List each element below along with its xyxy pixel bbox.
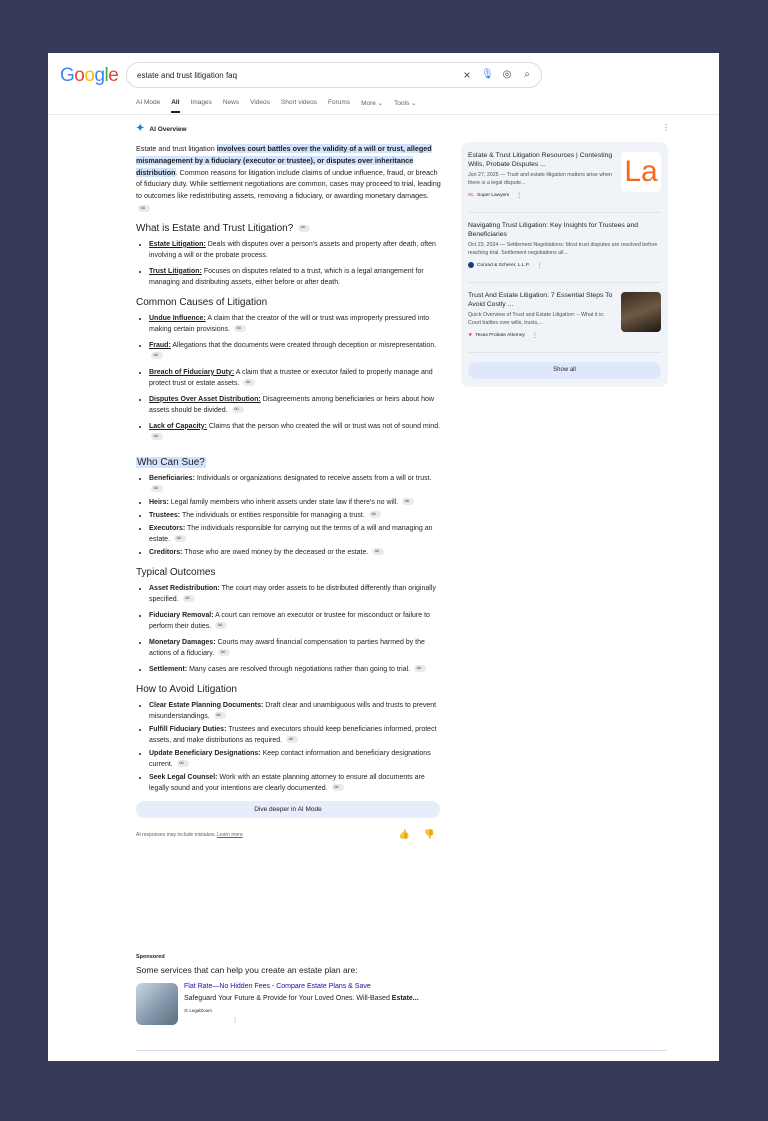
link-icon[interactable]	[243, 379, 255, 386]
ai-overview-header	[136, 123, 441, 135]
list-item: • Trust Litigation: Focuses on disputes related to a trust, which is a legal arrangement for managing and distributing assets, either before or after death.	[149, 266, 441, 288]
list-item: • Asset Redistribution: The court may order assets to be distributed differently than originally specified. ∞	[149, 583, 441, 605]
conrad-scherer-icon	[468, 262, 474, 268]
source-thumbnail[interactable]	[621, 292, 661, 332]
link-icon[interactable]	[151, 485, 163, 492]
ai-overview-label: AI Overview	[149, 125, 187, 133]
list-item: • Estate Litigation: Deals with disputes over a person's assets and property after death, often involving a will or the probate process.	[149, 239, 441, 261]
divider	[468, 212, 661, 213]
list-item: • Clear Estate Planning Documents: Draft clear and unambiguous wills and trusts to prevent misunderstandings. ∞	[149, 700, 441, 722]
ai-overview	[136, 123, 441, 842]
link-icon[interactable]	[174, 535, 186, 542]
source-snippet: Jun 27, 2025 — Trust and estate litigation matters arise when there is a legal dispute...	[468, 172, 612, 187]
link-icon[interactable]	[183, 595, 195, 602]
link-icon[interactable]	[151, 352, 163, 359]
link-icon[interactable]	[151, 433, 163, 440]
thumbs-down-icon[interactable]: 👎	[423, 828, 435, 839]
source-snippet: Oct 23, 2024 — Settlement Negotiations: Most trust disputes are resolved before reaching trial. Settlement negotiations all...	[468, 242, 658, 257]
list-item: • Fiduciary Removal: A court can remove an executor or trustee for misconduct or failure to perform their duties. ∞	[149, 610, 441, 632]
bottom-divider	[136, 1050, 667, 1051]
sparkle-icon: ✦	[136, 123, 145, 134]
link-icon[interactable]	[372, 548, 384, 555]
link-icon[interactable]	[332, 784, 344, 791]
source-site: Conrad & Scherer, L.L.P. ⋮	[468, 262, 661, 269]
list-item: • Creditors: Those who are owed money by the deceased or the estate. ∞	[149, 547, 441, 558]
ad-thumbnail[interactable]	[136, 983, 178, 1025]
close-icon[interactable]: ×	[463, 68, 471, 82]
section-title: Common Causes of Litigation	[136, 296, 268, 308]
avoid-list	[136, 700, 441, 794]
more-options-icon[interactable]: ⋮	[516, 192, 523, 199]
link-icon[interactable]	[414, 665, 426, 672]
list-item: • Breach of Fiduciary Duty: A claim that a trustee or executor failed to properly manage and protect trust or estate assets. ∞	[149, 367, 441, 389]
mic-icon[interactable]: 🎙	[481, 69, 494, 80]
tab-ai-mode[interactable]: AI Mode	[136, 99, 161, 106]
source-site: SL Super Lawyers ⋮	[468, 192, 523, 199]
sponsored-label: Sponsored	[136, 954, 165, 960]
list-item: • Undue Influence: A claim that the creator of the will or trust was improperly pressured into making certain provisions. ∞	[149, 313, 441, 335]
link-icon[interactable]	[402, 498, 414, 505]
link-icon[interactable]	[215, 622, 227, 629]
list-item: • Beneficiaries: Individuals or organizations designated to receive assets from a will or trust. ∞	[149, 473, 441, 495]
sources-panel	[461, 142, 668, 387]
tab-images[interactable]: Images	[190, 99, 212, 106]
more-options-icon[interactable]: ⋮	[536, 262, 543, 269]
section-title: Typical Outcomes	[136, 566, 216, 578]
list-item: • Lack of Capacity: Claims that the person who created the will or trust was not of sound mind. ∞	[149, 421, 441, 443]
search-box[interactable]	[126, 62, 542, 88]
link-icon[interactable]	[177, 760, 189, 767]
tab-more[interactable]: More ⌄	[361, 100, 384, 107]
lens-icon[interactable]: ◎	[502, 69, 512, 80]
source-thumbnail[interactable]: La	[621, 152, 661, 192]
dive-deeper-button[interactable]: Dive deeper in AI Mode	[136, 801, 440, 818]
divider	[468, 352, 661, 353]
google-logo[interactable]: Google	[60, 65, 119, 86]
link-icon[interactable]	[234, 325, 246, 332]
list-item: • Heirs: Legal family members who inherit assets under state law if there's no will. ∞	[149, 497, 441, 508]
list-item: • Fulfill Fiduciary Duties: Trustees and executors should keep beneficiaries informed, protect assets, and make distributions as required. ∞	[149, 724, 441, 746]
source-card[interactable]	[468, 152, 661, 199]
list-item: • Settlement: Many cases are resolved through negotiations rather than going to trial. ∞	[149, 664, 441, 675]
ad-title-link[interactable]: Flat Rate—No Hidden Fees - Compare Estate Plans & Save	[184, 983, 371, 990]
results-page	[48, 53, 719, 1061]
link-icon[interactable]	[218, 649, 230, 656]
source-card[interactable]	[468, 222, 661, 269]
causes-list	[136, 313, 441, 443]
section-title: What is Estate and Trust Litigation? ∞	[136, 223, 441, 234]
source-card[interactable]	[468, 292, 661, 339]
source-site: ★ Texas Probate Attorney ⋮	[468, 332, 538, 339]
tab-all[interactable]: All	[171, 99, 180, 106]
section-title: How to Avoid Litigation	[136, 683, 237, 695]
source-title[interactable]: Trust And Estate Litigation: 7 Essential Steps To Avoid Costly ...	[468, 292, 613, 308]
tab-forums[interactable]: Forums	[328, 99, 351, 106]
source-title[interactable]: Estate & Trust Litigation Resources | Contesting Wills, Probate Disputes ...	[468, 152, 613, 168]
header-divider	[48, 114, 719, 115]
list-item: • Trustees: The individuals or entities responsible for managing a trust. ∞	[149, 510, 441, 521]
ad-source: ⚖ LegalZoom	[184, 1008, 212, 1013]
list-item: • Disputes Over Asset Distribution: Disagreements among beneficiaries or heirs about how assets should be divided. ∞	[149, 394, 441, 416]
ai-overview-intro: Estate and trust litigation involves court battles over the validity of a will or trust, alleged mismanagement by a fiduciary (executor or trustee), or disputes over inheritance distribution. Common reasons for litigation include claims of undue influence, fraud, or breach of fiduciary duty. While settlement negotiations are common, cases may proceed to trial, leading to outcomes like redistributing assets, removing a fiduciary, or awarding monetary damages. ∞	[136, 143, 441, 214]
tab-short-videos[interactable]: Short videos	[280, 99, 318, 106]
link-icon[interactable]	[138, 205, 150, 212]
what-list	[136, 239, 441, 288]
legalzoom-icon: ⚖	[184, 1008, 189, 1013]
outcomes-list	[136, 583, 441, 675]
source-snippet: Quick Overview of Trust and Estate Litigation: – What it is: Court battles over wills, trusts,...	[468, 312, 605, 327]
learn-more-link[interactable]: Learn more	[217, 831, 243, 838]
search-icon[interactable]: ⌕	[524, 69, 530, 80]
ad-description: Safeguard Your Future & Provide for Your Loved Ones. Will-Based Estate...	[184, 995, 419, 1002]
link-icon[interactable]	[286, 736, 298, 743]
show-all-button[interactable]: Show all	[468, 362, 661, 379]
sue-list	[136, 473, 441, 558]
ai-disclaimer: AI responses may include mistakes. Learn more 👍 👎	[136, 828, 435, 839]
link-icon[interactable]	[214, 712, 226, 719]
link-icon[interactable]	[232, 406, 244, 413]
super-lawyers-icon: SL	[468, 192, 475, 198]
search-input[interactable]	[137, 71, 437, 80]
divider	[468, 282, 661, 283]
list-item: • Update Beneficiary Designations: Keep contact information and beneficiary designations current. ∞	[149, 748, 441, 770]
more-options-icon[interactable]: ⋮	[531, 332, 538, 339]
link-icon[interactable]	[298, 225, 310, 232]
search-tabs	[136, 99, 417, 107]
thumbs-up-icon[interactable]: 👍	[398, 828, 410, 839]
texas-star-icon: ★	[468, 332, 473, 338]
tab-tools[interactable]: Tools ⌄	[394, 100, 417, 107]
section-title: Who Can Sue?	[137, 456, 205, 468]
link-icon[interactable]	[369, 511, 381, 518]
list-item: • Monetary Damages: Courts may award financial compensation to parties harmed by the actions of a fiduciary. ∞	[149, 637, 441, 659]
more-options-icon[interactable]: ⋮	[662, 123, 670, 132]
list-item: • Seek Legal Counsel: Work with an estate planning attorney to ensure all documents are legally sound and your intentions are clearly documented. ∞	[149, 772, 441, 794]
source-title[interactable]: Navigating Trust Litigation: Key Insights for Trustees and Beneficiaries	[468, 222, 639, 238]
list-item: • Fraud: Allegations that the documents were created through deception or misrepresentation. ∞	[149, 340, 441, 362]
ad-result[interactable]	[136, 983, 536, 1027]
more-options-icon[interactable]: ⋮	[232, 1018, 238, 1024]
sponsored-headline: Some services that can help you create an estate plan are:	[136, 965, 358, 975]
tab-news[interactable]: News	[222, 99, 240, 106]
tab-videos[interactable]: Videos	[250, 99, 270, 106]
sponsored-section	[136, 954, 536, 1027]
highlighted-answer: involves court battles over the validity of a will or trust, alleged mismanagement by a fiduciary (executor or trustee), or disputes over inheritance distribution	[136, 144, 432, 177]
list-item: • Executors: The individuals responsible for carrying out the terms of a will and managing an estate. ∞	[149, 523, 441, 545]
